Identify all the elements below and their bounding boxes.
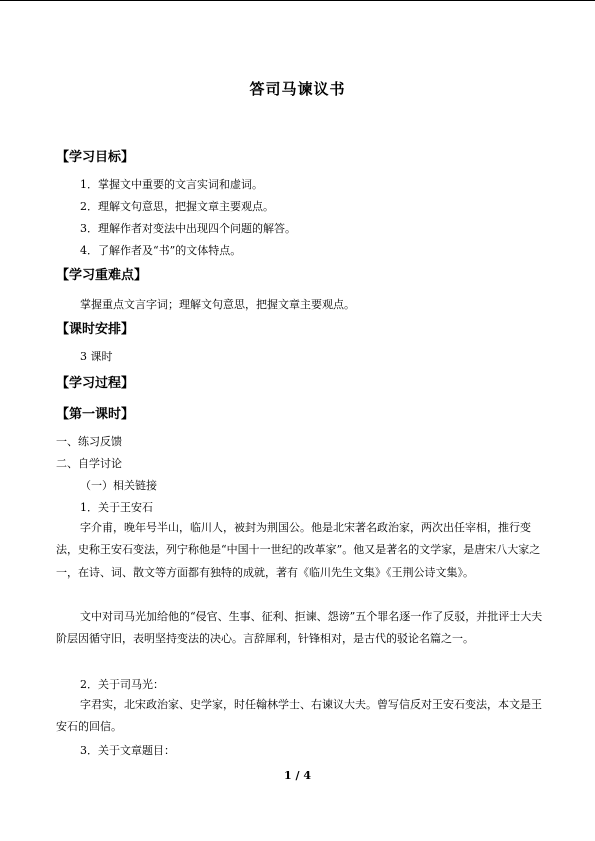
wang-anshi-paragraph-2: 文中对司马光加给他的“侵官、生事、征利、拒谏、怨谤”五个罪名逐一作了反驳，并批评士大夫阶层因循守旧，表明坚持变法的决心。言辞犀利，针锋相对，是古代的驳论名篇之一。 bbox=[56, 610, 543, 646]
objective-item-3: 3．理解作者对变法中出现四个问题的解答。 bbox=[80, 222, 296, 235]
item-about-wang-anshi: 1．关于王安石 bbox=[80, 501, 153, 514]
document-title: 答司马谏议书 bbox=[249, 80, 346, 98]
section-heading-lesson1: 【第一课时】 bbox=[56, 407, 135, 422]
section-heading-key-points: 【学习重难点】 bbox=[56, 268, 148, 283]
objective-item-1: 1．掌握文中重要的文言实词和虚词。 bbox=[80, 178, 263, 191]
page-number: 1 / 4 bbox=[284, 769, 311, 782]
section-heading-schedule: 【课时安排】 bbox=[56, 322, 135, 337]
part2-heading: 二、自学讨论 bbox=[56, 457, 122, 470]
page-top-rule bbox=[0, 0, 595, 1]
wang-anshi-paragraph-1: 字介甫，晚年号半山，临川人，被封为荆国公。他是北宋著名政治家，两次出任宰相，推行变法，史称王安石变法，列宁称他是“中国十一世纪的改革家”。他又是著名的文学家，是唐宋八大家之一，在诗、词、散文等方面都有独特的成就，著有《临川先生文集》《王荆公诗文集》。 bbox=[56, 521, 541, 579]
item-about-title: 3．关于文章题目： bbox=[80, 744, 175, 757]
subsection-related-links: （一）相关链接 bbox=[80, 479, 157, 492]
objective-item-4: 4．了解作者及“书”的文体特点。 bbox=[80, 244, 242, 257]
section-heading-process: 【学习过程】 bbox=[56, 376, 135, 391]
item-about-sima-guang: 2．关于司马光： bbox=[80, 678, 164, 691]
schedule-text: 3 课时 bbox=[80, 350, 113, 363]
objective-item-2: 2．理解文句意思，把握文章主要观点。 bbox=[80, 200, 274, 213]
section-heading-objectives: 【学习目标】 bbox=[56, 150, 135, 165]
key-points-text: 掌握重点文言字词；理解文句意思，把握文章主要观点。 bbox=[80, 298, 355, 311]
sima-guang-paragraph: 字君实，北宋政治家、史学家，时任翰林学士、右谏议大夫。曾写信反对王安石变法，本文是王安石的回信。 bbox=[56, 698, 542, 734]
part1-heading: 一、练习反馈 bbox=[56, 435, 122, 448]
